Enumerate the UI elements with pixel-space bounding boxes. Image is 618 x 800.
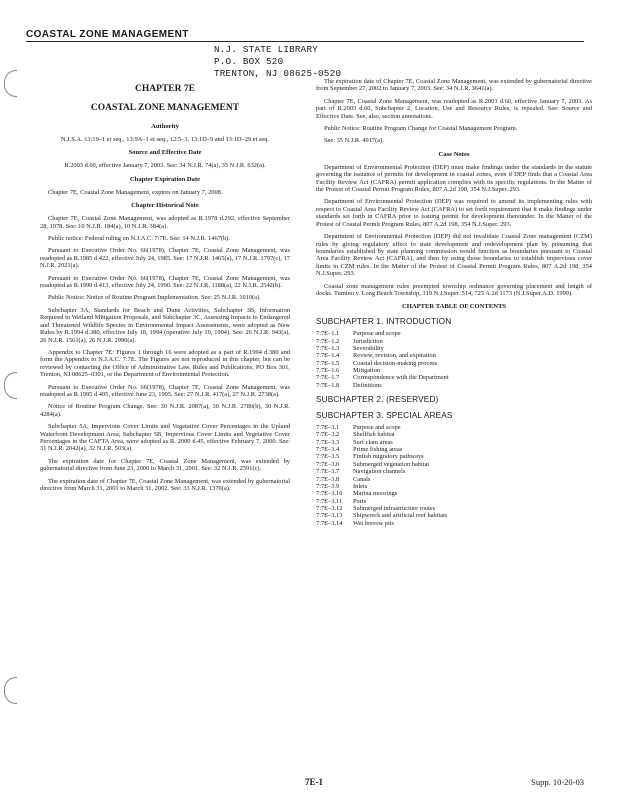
history-paragraph: Pursuant to Executive Order No. 66(1978), Chapter 7E, Coastal Zone Management, was readopted as R.1990 d.413, effective July 24, 1990. See: 22 N.J.R. 1188(a), 22 N.J.R. 2542(b).	[40, 274, 290, 290]
section-number: 7:7E–1.7	[316, 374, 340, 382]
stamp-line: N.J. STATE LIBRARY	[214, 44, 319, 55]
toc-entry	[316, 374, 592, 381]
toc-entry	[316, 367, 592, 374]
toc-entry	[316, 476, 592, 483]
case-note: Department of Environmental Protection (DEP) must make findings under the standards in the statute governing the issuance of permits for development in coastal zones, even if DEP finds that a Coastal Area Facility Review Act (CAFRA) permit application complies with its specific regulations. In the Matter of the Protest of Coastal Permit Program Rules, 807 A.2d 198, 354 N.J.Super. 293.	[316, 163, 592, 194]
case-notes-heading: Case Notes	[438, 150, 470, 158]
section-title: Navigation channels	[353, 468, 406, 476]
section-number: 7:7E–3.14	[316, 519, 343, 527]
source-heading: Source and Effective Date	[128, 149, 202, 157]
source-text: R.2003 d.60, effective January 7, 2003. See: 34 N.J.R. 74(a), 35 N.J.R. 632(a).	[64, 162, 266, 170]
toc-entry	[316, 461, 592, 468]
running-head: COASTAL ZONE MANAGEMENT	[26, 29, 189, 40]
history-paragraph: Appendix to Chapter 7E: Figures 1 through 16 were adopted as a part of R.1994 d.380 and form the Appendix to N.J.A.C. 7:7E. The Figures are not reproduced in this chapter, but can be reviewed by contacting the Office of Administrative Law, Rules and Publications, PO Box 301, Trenton, NJ 08625–0301, or the Department of Environmental Protection.	[40, 348, 290, 379]
section-title: Ports	[353, 497, 367, 505]
toc-entry	[316, 490, 592, 497]
history-paragraph: Notice of Routine Program Change. See: 30 N.J.R. 2087(a), 30 N.J.R. 2780(b), 30 N.J.R. 4284(a).	[40, 403, 290, 418]
subchapter-heading: SUBCHAPTER 2. (RESERVED)	[316, 395, 439, 405]
toc-entry	[316, 453, 592, 460]
section-number: 7:7E–3.1	[316, 424, 340, 432]
toc-entry	[316, 431, 592, 438]
section-number: 7:7E–1.2	[316, 337, 340, 345]
section-number: 7:7E–3.2	[316, 431, 340, 439]
toc-entry	[316, 424, 592, 431]
history-paragraph: Chapter 7E, Coastal Zone Management, was adopted as R.1978 d.292, effective September 28, 1978. See: 10 N.J.R. 184(a), 10 N.J.R. 384(a).	[40, 215, 290, 230]
section-number: 7:7E–3.7	[316, 468, 340, 476]
section-title: Marina moorings	[353, 490, 398, 498]
section-title: Surf clam areas	[353, 438, 393, 446]
history-paragraph: Public notice: Federal ruling on N.J.A.C. 7:7E. See: 14 N.J.R. 1467(b).	[48, 235, 230, 243]
section-title: Submerged vegetation habitat	[353, 460, 430, 468]
section-number: 7:7E–1.8	[316, 381, 340, 389]
section-title: Definitions	[353, 381, 382, 389]
section-number: 7:7E–1.5	[316, 359, 340, 367]
toc-entry	[316, 483, 592, 490]
section-number: 7:7E–3.8	[316, 475, 340, 483]
toc-entry	[316, 505, 592, 512]
toc-entry	[316, 382, 592, 389]
section-number: 7:7E–3.12	[316, 504, 343, 512]
section-title: Purpose and scope	[353, 330, 401, 338]
stamp-line: P.O. BOX 520	[214, 56, 284, 67]
toc-entry	[316, 330, 592, 337]
section-number: 7:7E–1.1	[316, 330, 340, 338]
expiration-text: Chapter 7E, Coastal Zone Management, expires on January 7, 2008.	[48, 188, 223, 196]
section-title: Shellfish habitat	[353, 431, 395, 439]
history-paragraph: The expiration date of Chapter 7E, Coastal Zone Management, was extended by gubernatorial directive from March 31, 2001 to March 31, 2002. See: 33 N.J.R. 1370(a).	[40, 477, 290, 492]
section-title: Jurisdiction	[353, 337, 383, 345]
case-note: Coastal zone management rules preempted township ordinance governing placement and length of docks. Tumino v. Long Beach Township, 319 N.J.Super. 514, 725 A.2d 1173 (N.J.Super.A.D. 1999).	[316, 282, 592, 297]
history-paragraph: Subchapter 3A, Standards for Beach and Dune Activities, Subchapter 3B, Information Required in Wetland Mitigation Proposals, and Subchapter 3C, Assessing Impacts to Endangered and Threatened Wildlife Species in Environmental Impact Assessments, were adopted as New Rules by R.1994 d.380, effective July 18, 1994 (operative July 19, 1994). See: 26 N.J.R. 943(a), 26 N.J.R. 1561(a), 26 N.J.R. 2990(a).	[40, 306, 290, 344]
toc-entry	[316, 512, 592, 519]
section-title: Purpose and scope	[353, 424, 401, 432]
section-number: 7:7E–1.4	[316, 352, 340, 360]
expiration-heading: Chapter Expiration Date	[129, 175, 201, 183]
toc-list	[316, 330, 592, 389]
toc-entry	[316, 360, 592, 367]
section-title: Prime fishing areas	[353, 446, 403, 454]
toc-entry	[316, 446, 592, 453]
binder-hole-mark	[4, 677, 17, 704]
section-title: Shipwreck and artificial reef habitats	[353, 512, 448, 520]
section-number: 7:7E–3.9	[316, 482, 340, 490]
history-paragraph: Public Notice: Routine Program Change for Coastal Management Program.	[324, 125, 518, 133]
supplement-date: Supp. 10-20-03	[531, 777, 584, 787]
binder-hole-mark	[4, 372, 17, 399]
history-paragraph: Public Notice: Notice of Routine Program Implementation. See: 25 N.J.R. 1010(a).	[48, 294, 261, 302]
left-column	[40, 84, 290, 497]
toc-entry	[316, 352, 592, 359]
right-column	[316, 78, 592, 531]
history-paragraph: The expiration date of Chapter 7E, Coastal Zone Management, was extended by gubernatorial directive from September 27, 2002 to January 7, 2003. See: 34 N.J.R. 3641(a).	[316, 78, 592, 93]
case-note: Department of Environmental Protection (DEP) was required to amend its implementing rules with respect to Coastal Area Facility Review Act (CAFRA) to set forth requirement that it make findings under standards set forth in CAFRA prior to issuing permit for development thereunder. In the Matter of the Protest of Coastal Permit Program Rules, 807 A.2d 198, 354 N.J.Super. 293.	[316, 198, 592, 228]
history-paragraph: Pursuant to Executive Order No. 66(1978), Chapter 7E, Coastal Zone Management, was readopted as R.1985 d.422, effective July 24, 1985. See: 17 N.J.R. 1465(a), 17 N.J.R. 1797(c), 17 N.J.R. 2021(a).	[40, 247, 290, 270]
section-number: 7:7E–3.3	[316, 438, 340, 446]
table-of-contents	[316, 317, 592, 527]
toc-entry	[316, 498, 592, 505]
case-note: Department of Environmental Protection (DEP) did not invalidate Coastal Zone management (CZM) rules by giving regulatory effect to state development and redevelopment plan by presuming that boundaries established by state planning commission would function as boundaries pursuant to Coastal Area Facility Review Act (CAFRA), and then by using those boundaries to establish impervious cover limits in CZM rules. In the Matter of the Protest of Coastal Permit Program Rules, 807 A.2d 198, 354 N.J.Super. 293.	[316, 233, 592, 278]
section-number: 7:7E–3.4	[316, 446, 340, 454]
section-number: 7:7E–3.11	[316, 497, 343, 505]
section-number: 7:7E–1.6	[316, 367, 340, 375]
stamp-line: TRENTON, NJ 08625-0520	[214, 68, 342, 79]
subchapter-heading: SUBCHAPTER 1. INTRODUCTION	[316, 317, 452, 327]
history-paragraph: The expiration date for Chapter 7E, Coastal Zone Management, was extended by gubernatorial directive from June 23, 2000 to March 31, 2001. See: 32 N.J.R. 2591(c).	[40, 457, 290, 473]
authority-heading: Authority	[151, 123, 179, 130]
section-title: Correspondence with the Department	[353, 374, 449, 382]
section-title: Coastal decision-making process	[353, 359, 438, 367]
section-title: Canals	[353, 475, 371, 483]
section-title: Submerged infrastructure routes	[353, 504, 436, 512]
section-number: 7:7E–3.10	[316, 490, 343, 498]
section-title: Wet borrow pits	[353, 519, 395, 527]
history-paragraph: Pursuant to Executive Order No. 66(1978), Chapter 7E, Coastal Zone Management, was readopted as R.1995 d.405, effective June 23, 1995. See: 27 N.J.R. 417(a), 27 N.J.R. 2738(a).	[40, 383, 290, 398]
section-number: 7:7E–3.5	[316, 453, 340, 461]
section-number: 7:7E–3.6	[316, 460, 340, 468]
chapter-number: CHAPTER 7E	[135, 84, 195, 94]
section-title: Severability	[353, 345, 384, 353]
history-heading: Chapter Historical Note	[131, 202, 199, 210]
section-title: Review, revision, and expiration	[353, 352, 436, 360]
header-rule	[26, 41, 584, 42]
toc-heading: CHAPTER TABLE OF CONTENTS	[401, 303, 507, 311]
authority-text: N.J.S.A. 13:19–1 et seq., 13:9A–1 et seq., 12:5–3, 13:1D–9 and 13:1D–29 et seq.	[60, 136, 270, 143]
toc-list	[316, 424, 592, 527]
chapter-title: COASTAL ZONE MANAGEMENT	[90, 103, 240, 113]
subchapter-heading: SUBCHAPTER 3. SPECIAL AREAS	[316, 411, 453, 421]
toc-entry	[316, 468, 592, 475]
section-title: Inlets	[353, 482, 368, 490]
history-paragraph: Subchapter 5A, Impervious Cover Limits and Vegetative Cover Percentages in the Upland Waterfront Development Area; Subchapter 5B, Impervious Cover Limits and Vegetative Cover Percentages in the CAFTA Area, were adopted as R. 2000 d.45, effective February 7, 2000. See: 31 N.J.R. 2042(a), 32 N.J.R. 503(a).	[40, 423, 290, 453]
history-paragraph: See: 35 N.J.R. 4917(a).	[324, 137, 384, 145]
toc-entry	[316, 520, 592, 527]
library-stamp	[214, 44, 341, 80]
toc-entry	[316, 345, 592, 352]
toc-entry	[316, 338, 592, 345]
section-title: Finfish migratory pathways	[353, 453, 424, 461]
section-number: 7:7E–1.3	[316, 345, 340, 353]
section-number: 7:7E–3.13	[316, 512, 343, 520]
toc-entry	[316, 439, 592, 446]
section-title: Mitigation	[353, 367, 380, 375]
binder-hole-mark	[4, 70, 17, 97]
page-number: 7E-1	[305, 777, 323, 787]
history-paragraph: Chapter 7E, Coastal Zone Management, was readopted as R.2003 d.60, effective January 7, 2003. As part of R.2003 d.60, Subchapter 2, Location, Use and Resource Rules, is repealed. See: Source and Effective Date. See, also, section annotations.	[316, 97, 592, 120]
